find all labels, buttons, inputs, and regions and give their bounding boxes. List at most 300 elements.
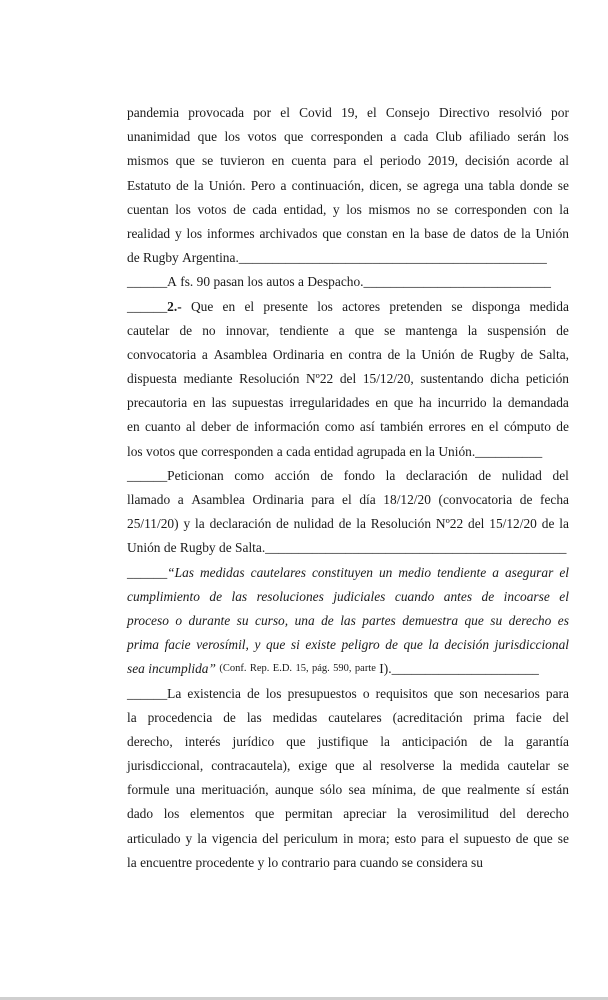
line-word: se [557,177,569,193]
line-word: serán [517,129,546,145]
line-word: facie [164,637,191,653]
line-word: los [317,298,333,314]
line-word: la [492,395,503,411]
line-word: convocatoria [127,346,197,362]
line-word: que [197,129,218,145]
line-word: base [424,225,449,241]
line-word: para [333,153,357,169]
line-word: en [271,153,285,169]
line-word: fs. [180,274,194,290]
line-word: resoluciones [256,588,324,604]
line-word: donde [519,177,553,193]
line-word: Directivo [438,105,490,120]
line-word: Club [435,129,462,145]
line-word: 15, [295,663,309,675]
line-word: agrupada [356,443,406,459]
line-word: mediante [183,371,233,387]
line-word: innovar, [225,322,270,338]
line-word: de [503,225,517,241]
line-word: supuestas [232,395,284,411]
line-word: 2019, [427,153,459,169]
line-word: contracautela), [211,758,291,774]
line-word: en [222,298,236,314]
section-number: 2.- [167,298,182,314]
line-word: de [520,346,534,362]
line-word: garantía [525,733,569,749]
document-line [127,149,569,173]
document-line [127,391,569,415]
line-word: en [193,395,206,411]
line-word: medida [529,298,569,314]
line-word: día [359,492,376,507]
line-word: votos [247,129,277,145]
line-word: de [236,419,249,435]
line-word: actores [342,298,381,314]
line-word: y [174,225,182,241]
line-word: los [553,129,569,145]
line-word: existencia [187,685,241,701]
line-word: se [201,153,214,169]
line-word: justifique [317,733,369,749]
line-word: dispuesta [127,371,177,387]
document-line [127,270,569,294]
line-word: 19, [341,105,358,120]
line-word: acorde [516,153,553,169]
line-word: de [422,782,436,798]
document-lines [127,101,569,875]
line-word: mismos [127,153,169,169]
line-word: de [452,225,466,241]
line-word: sustentando [420,371,484,387]
line-word: precautoria [127,395,188,411]
line-word: Nº22 [306,371,334,387]
line-word: cuentan [127,201,169,217]
line-word: la [504,733,514,749]
line-word: se [557,830,569,846]
line-word: Rugby [143,250,179,266]
line-word: autos [266,274,295,290]
line-word: contrario [281,854,330,870]
line-word: cuando [394,588,435,604]
line-word: de [223,709,236,725]
line-word: el [342,492,352,507]
line-word: los [265,685,282,701]
line-word: están [541,782,569,798]
line-word: periculum [283,830,338,846]
line-word: la [380,733,390,749]
line-word: cuenta [291,153,327,169]
line-word: del [499,806,516,822]
line-word: resolverse [380,758,435,774]
line-word: declaración [406,467,468,483]
line-word: para [311,492,335,507]
line-word: los [224,129,241,145]
line-word: Unión [127,540,161,556]
line-word: vigencia [211,830,258,846]
line-word: de [481,588,495,604]
line-word: los [186,225,203,241]
line-word: para [333,854,357,870]
line-word: que [464,612,484,628]
line-word: con [533,201,553,217]
line-word: pág. [311,663,330,675]
line-word: sea [348,782,366,798]
line-word: a [338,322,345,338]
document-line [127,536,569,560]
line-word: encuentre [140,854,193,870]
line-word: la [428,637,439,653]
line-word: medidas [200,564,245,580]
document-line [127,488,569,512]
line-word: de [276,516,289,532]
line-word: (Conf. [219,663,247,675]
line-word: de [179,322,193,338]
line-word: de [556,322,569,338]
line-word: tuvieron [220,153,265,169]
line-word: sí [526,782,536,798]
line-word: Nº22 [435,516,464,532]
line-word: durante [188,612,231,628]
line-word: por [551,105,569,120]
line-word: al [559,153,569,169]
line-word: de [387,346,401,362]
line-word: que [433,685,454,701]
document-line [127,730,569,754]
line-word: el [449,830,459,846]
line-word: Covid [299,105,332,120]
line-word: lo [267,854,279,870]
line-word: o [362,685,370,701]
line-word: de [163,540,177,556]
line-word: que [441,782,461,798]
document-line [127,125,569,149]
line-word: Rugby [179,540,216,556]
line-word: y [257,854,265,870]
line-word: Salta._____________________________________________ [235,540,567,556]
line-word: in [342,830,354,846]
line-word: continuación, [291,177,365,193]
line-word: petición [525,371,569,387]
line-word: aunque [274,782,314,798]
line-word: I).______________________ [379,661,539,677]
line-word: entidad [313,443,354,459]
line-word: demandada [507,395,569,411]
line-word: en [471,419,484,435]
line-word: de [478,467,492,483]
line-word: como [234,467,265,483]
line-word: Rep. [249,663,270,675]
line-word: que [403,637,423,653]
line-word: los [175,201,191,217]
line-word: la [409,225,420,241]
line-word: prima [127,637,159,653]
line-word: de [338,516,352,532]
line-word: a [390,129,397,145]
line-word: requisitos [375,685,428,701]
document-line [127,754,569,778]
line-word: procedente [195,854,255,870]
line-word: existe [305,637,336,653]
line-word: que [335,758,355,774]
line-word: Argentina.______________________________________________ [182,250,547,266]
line-word: entidad, [283,201,327,217]
line-word: curso, [255,612,289,628]
line-word: del [552,467,569,483]
line-word: permitan [285,806,333,822]
line-word: el [244,298,255,314]
line-word: proceso [127,612,169,628]
line-word: se [384,322,396,338]
line-word: Unión. [208,177,246,193]
line-word: su [236,612,249,628]
line-word: que [284,129,304,145]
line-word: a [298,274,304,290]
line-word: del [552,709,569,725]
line-word: Unión.__________ [438,443,543,459]
line-word: demuestra [402,612,459,628]
line-word: derecho, [127,733,173,749]
line-word: pandemia [127,105,180,120]
line-word: que [322,225,342,241]
line-word: una [464,177,484,193]
line-word: y [183,516,191,532]
line-word: (convocatoria [438,492,513,507]
line-word: de [556,419,569,435]
line-word: Unión [535,225,569,241]
line-word: realmente [467,782,520,798]
line-word: tabla [488,177,515,193]
line-word: medidas [272,709,318,725]
document-line [127,512,569,536]
line-word: corresponden [454,201,527,217]
line-word: cautelar [127,322,170,338]
line-word: la [397,806,407,822]
line-word: cada [403,129,429,145]
line-word: el [367,105,377,120]
line-word: 18/12/20 [383,492,431,507]
line-word: que [178,443,198,459]
line-word: de [519,492,533,507]
line-word: de [320,467,334,483]
line-word: el [489,419,499,435]
line-word: ha [419,395,432,411]
line-word: ______“Las [127,564,194,580]
line-word: que [265,637,286,653]
line-word: la [405,346,416,362]
line-word: nulidad [293,516,334,532]
line-word: en [392,225,405,241]
line-word: Salta, [538,346,569,362]
line-word: a [280,177,287,193]
line-word: disponga [471,298,521,314]
line-word: Consejo [385,105,430,120]
line-word: en [127,419,140,435]
line-word: medio [398,564,432,580]
line-word: a [177,492,184,507]
line-word: sólo [319,782,343,798]
line-word: los [346,201,362,217]
line-word: antes [443,588,473,604]
line-word: Ordinaria [272,346,325,362]
line-word: es [557,612,569,628]
line-word: cautelar [507,758,550,774]
line-word: datos [470,225,499,241]
line-word: elementos [190,806,245,822]
line-word: del [339,371,357,387]
line-word: 15/12/20, [362,371,414,387]
line-word: de [321,612,334,628]
line-word: cuando [359,854,399,870]
line-word: archivados [259,225,318,241]
line-word: dicen, [369,177,402,193]
line-word: exige [298,758,328,774]
line-word: cada [252,201,277,217]
document-line [127,174,569,198]
line-word: también [380,419,424,435]
line-word: resolvió [498,105,542,120]
line-word: nulidad [501,467,542,483]
document-line [127,778,569,802]
line-word: que [175,153,195,169]
line-word: a [201,346,208,362]
line-word: incurrido [437,395,487,411]
line-word: el [559,564,569,580]
line-word: fecha [540,492,569,507]
line-word: su [490,612,503,628]
line-word: información [254,419,320,435]
line-word: deber [201,419,231,435]
line-word: 590, [333,663,352,675]
line-word: (acreditación [392,709,463,725]
line-word: merituación, [201,782,269,798]
line-word: incumplida” [148,661,216,677]
line-word: realidad [127,225,171,241]
line-word: la [127,854,137,870]
document-line [127,633,569,657]
document-line [127,343,569,367]
document-line [127,415,569,439]
line-word: y [332,201,340,217]
line-word: afiliado [469,129,511,145]
line-word: parte [354,663,376,675]
line-word: que [254,806,275,822]
line-word: medida [460,758,500,774]
document-line [127,101,569,125]
document-line [127,657,569,681]
line-underscore: ______ [127,298,168,314]
line-word: de [247,685,260,701]
line-word: esto [394,830,417,846]
line-word: ______Peticionan [127,467,224,483]
line-word: facie [515,709,542,725]
line-word: que [286,733,306,749]
line-word: se [451,298,463,314]
document-line [127,367,569,391]
line-word: dado [127,806,154,822]
line-word: Rugby [479,346,515,362]
line-word: no [416,201,431,217]
line-word: jurisdiccional, [127,758,204,774]
line-word: derecho [508,612,552,628]
line-word: Asamblea [213,346,268,362]
line-word: que [533,830,553,846]
line-word: Resolución [239,371,300,387]
line-word: que [393,395,414,411]
line-word: el [363,153,373,169]
line-word: periodo [379,153,421,169]
line-word: la [425,443,435,459]
line-word: articulado [127,830,181,846]
line-word: a [276,443,283,459]
line-word: cómputo [504,419,551,435]
line-word: de [460,346,474,362]
line-word: corresponden [310,129,383,145]
line-word: la [559,201,569,217]
line-word: cautelares [250,564,306,580]
line-word: del [262,830,279,846]
line-word: constan [346,225,388,241]
line-word: la [356,516,366,532]
line-word: judiciales [333,588,386,604]
line-word: informes [207,225,255,241]
line-word: supuesto [463,830,511,846]
line-word: la [442,758,453,774]
line-word: 90 [196,274,211,290]
line-word: mínima, [371,782,417,798]
line-word: declaración [209,516,272,532]
line-word: o [175,612,183,628]
line-word: Resolución [370,516,432,532]
line-word: asegurar [504,564,554,580]
line-word: Asamblea [191,492,245,507]
document-line [127,198,569,222]
line-word: mantenga [405,322,458,338]
line-word: 25/11/20) [127,516,179,532]
line-word: que [354,322,375,338]
line-word: agrega [423,177,459,193]
line-word: acción [274,467,310,483]
line-word: ______A [127,274,177,290]
line-word: mora; [358,830,390,846]
document-body [127,101,569,875]
document-line [127,319,569,343]
line-word: unanimidad [127,129,191,145]
document-line [127,464,569,488]
line-word: de [515,830,529,846]
line-word: jurisdiccional [494,637,569,653]
line-word: interés [184,733,221,749]
document-line [127,682,569,706]
line-word: su [471,854,483,870]
line-word: como [324,419,355,435]
line-word: las [246,709,262,725]
line-word: anticipación [401,733,468,749]
line-word: al [186,419,196,435]
line-word: constituyen [311,564,373,580]
line-word: las [211,395,227,411]
line-word: si [290,637,300,653]
line-word: tendiente [279,322,329,338]
line-word: la [520,225,531,241]
line-word: verosimilitud [417,806,489,822]
line-word: cumplimiento [127,588,200,604]
line-word: irregularidades [289,395,370,411]
line-word: contra [348,346,382,362]
line-word: una [294,612,315,628]
line-word: 15/12/20 [489,516,537,532]
line-word: de [127,250,140,266]
line-word: de [209,588,223,604]
